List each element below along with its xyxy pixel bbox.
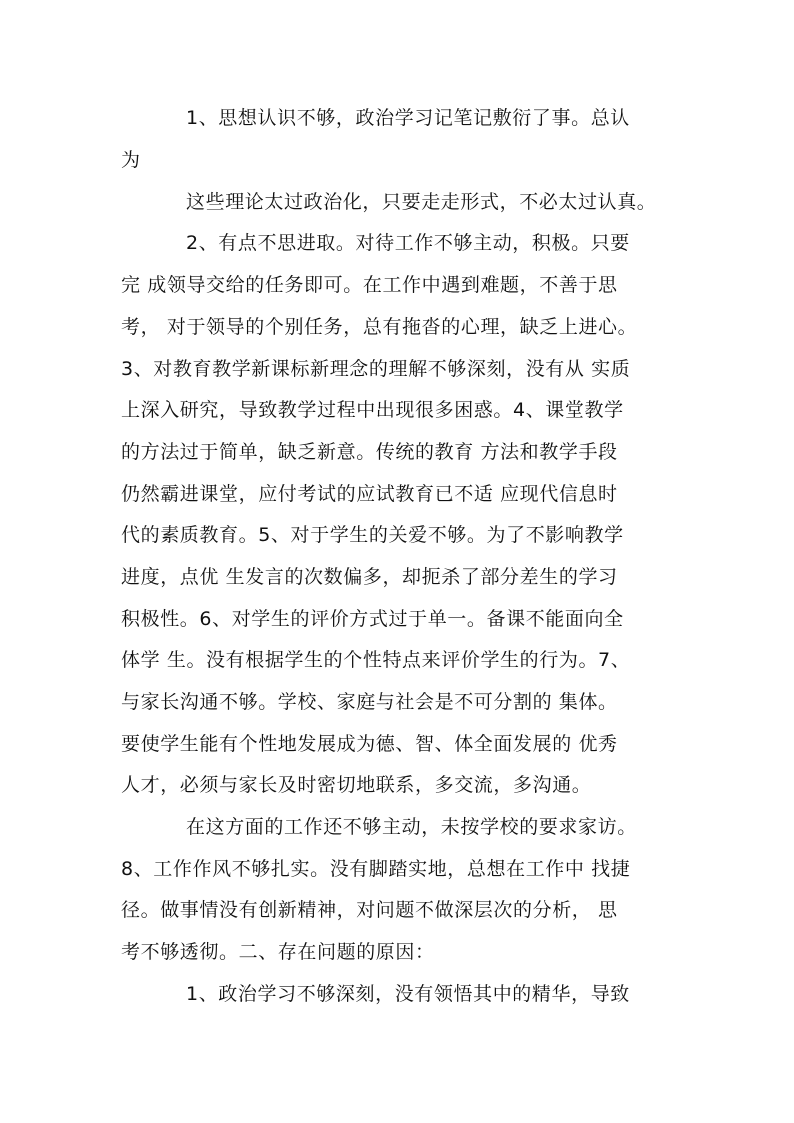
text-line: 考不够透彻。二、存在问题的原因： <box>121 941 435 963</box>
text-line: 体学 生。没有根据学生的个性特点来评价学生的行为。7、 <box>121 649 631 671</box>
text-line: 代的素质教育。5、对于学生的关爱不够。为了不影响教学 <box>121 524 624 546</box>
text-line: 考， 对于领导的个别任务，总有拖沓的心理，缺乏上进心。 <box>121 316 638 338</box>
text-line: 进度，点优 生发言的次数偏多，却扼杀了部分差生的学习 <box>121 566 618 588</box>
text-line: 的方法过于简单，缺乏新意。传统的教育 方法和教学手段 <box>121 441 618 463</box>
text-line: 人才，必须与家长及时密切地联系，多交流，多沟通。 <box>121 774 592 796</box>
text-line: 2、有点不思进取。对待工作不够主动，积极。只要 <box>186 232 630 254</box>
text-line: 3、对教育教学新课标新理念的理解不够深刻，没有从 实质 <box>121 358 631 380</box>
text-line: 要使学生能有个性地发展成为德、智、体全面发展的 优秀 <box>121 733 618 755</box>
text-line: 与家长沟通不够。学校、家庭与社会是不可分割的 集体。 <box>121 691 618 713</box>
text-line: 1、政治学习不够深刻，没有领悟其中的精华，导致 <box>186 983 630 1005</box>
text-line: 这些理论太过政治化，只要走走形式，不必太过认真。 <box>186 191 657 213</box>
text-line: 1、思想认识不够，政治学习记笔记敷衍了事。总认 <box>186 107 630 129</box>
text-line: 上深入研究，导致教学过程中出现很多困惑。4、课堂教学 <box>121 399 624 421</box>
text-line: 完 成领导交给的任务即可。在工作中遇到难题，不善于思 <box>121 274 618 296</box>
text-line: 仍然霸进课堂，应付考试的应试教育已不适 应现代信息时 <box>121 483 618 505</box>
text-line: 在这方面的工作还不够主动，未按学校的要求家访。 <box>186 816 637 838</box>
text-line: 为 <box>121 149 141 171</box>
text-line: 积极性。6、对学生的评价方式过于单一。备课不能面向全 <box>121 608 624 630</box>
text-line: 径。做事情没有创新精神，对问题不做深层次的分析， 思 <box>121 899 618 921</box>
text-line: 8、工作作风不够扎实。没有脚踏实地，总想在工作中 找捷 <box>121 858 631 880</box>
